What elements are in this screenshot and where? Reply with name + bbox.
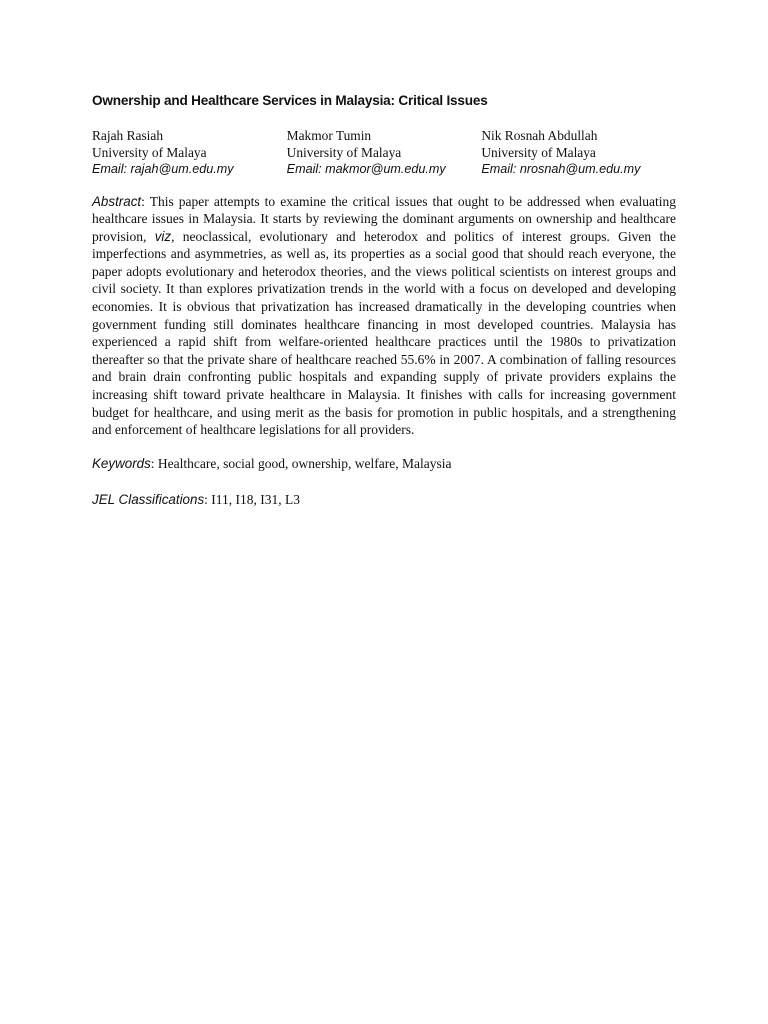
author-affiliation: University of Malaya (481, 144, 596, 160)
abstract-label: Abstract (92, 193, 142, 209)
author-name: Rajah Rasiah (92, 128, 164, 143)
abstract-paragraph (92, 193, 676, 439)
keywords-text: : Healthcare, social good, ownership, welfare, Malaysia (150, 455, 452, 471)
keywords-line (92, 455, 676, 473)
paper-page (92, 92, 676, 509)
author-email: Email: rajah@um.edu.my (92, 162, 234, 176)
paper-title: Ownership and Healthcare Services in Malaysia: Critical Issues (92, 93, 488, 108)
abstract-text-part1: : This paper attempts to examine the critical issues that ought to be addressed when evaluating healthcare issues in Malaysia. It starts by reviewing the dominant arguments on ownership and healthcare provision, (92, 193, 676, 244)
jel-line (92, 491, 676, 509)
author-affiliation: University of Malaya (286, 144, 402, 160)
author-affiliation: University of Malaya (92, 144, 207, 160)
abstract-text-part2: , neoclassical, evolutionary and heterodox and politics of interest groups. Given the imperfections and asymmetries, as well as, its properties as a social good that should reach everyone, the paper adopts evolutionary and heterodox theories, and the views political scientists on interest groups and civil society. It than explores privatization trends in the world with a focus on developed and developing economies. It is obvious that privatization has increased dramatically in the developing countries when government funding still dominates healthcare financing in most developed countries. Malaysia has experienced a rapid shift from welfare-oriented healthcare practices until the 1980s to privatization thereafter so that the private share of healthcare reached 55.6% in 2007. A combination of falling resources and brain drain confronting public hospitals and expanding supply of private providers explains the increasing shift toward private healthcare in Malaysia. It finishes with calls for increasing government budget for healthcare, and using merit as the basis for promotion in public hospitals, and a strengthening and enforcement of healthcare legislations for all providers. (92, 228, 676, 438)
author-name: Nik Rosnah Abdullah (481, 128, 598, 143)
author-name: Makmor Tumin (286, 128, 372, 143)
author-list (92, 128, 676, 178)
jel-text: : I11, I18, I31, L3 (204, 491, 300, 507)
author-block (92, 128, 287, 178)
keywords-label: Keywords (92, 455, 151, 471)
author-block (481, 128, 676, 178)
author-block (287, 128, 482, 178)
author-email: Email: makmor@um.edu.my (286, 162, 446, 176)
abstract-viz: viz (154, 228, 172, 244)
jel-label: JEL Classifications (92, 491, 205, 507)
author-email: Email: nrosnah@um.edu.my (481, 162, 641, 176)
